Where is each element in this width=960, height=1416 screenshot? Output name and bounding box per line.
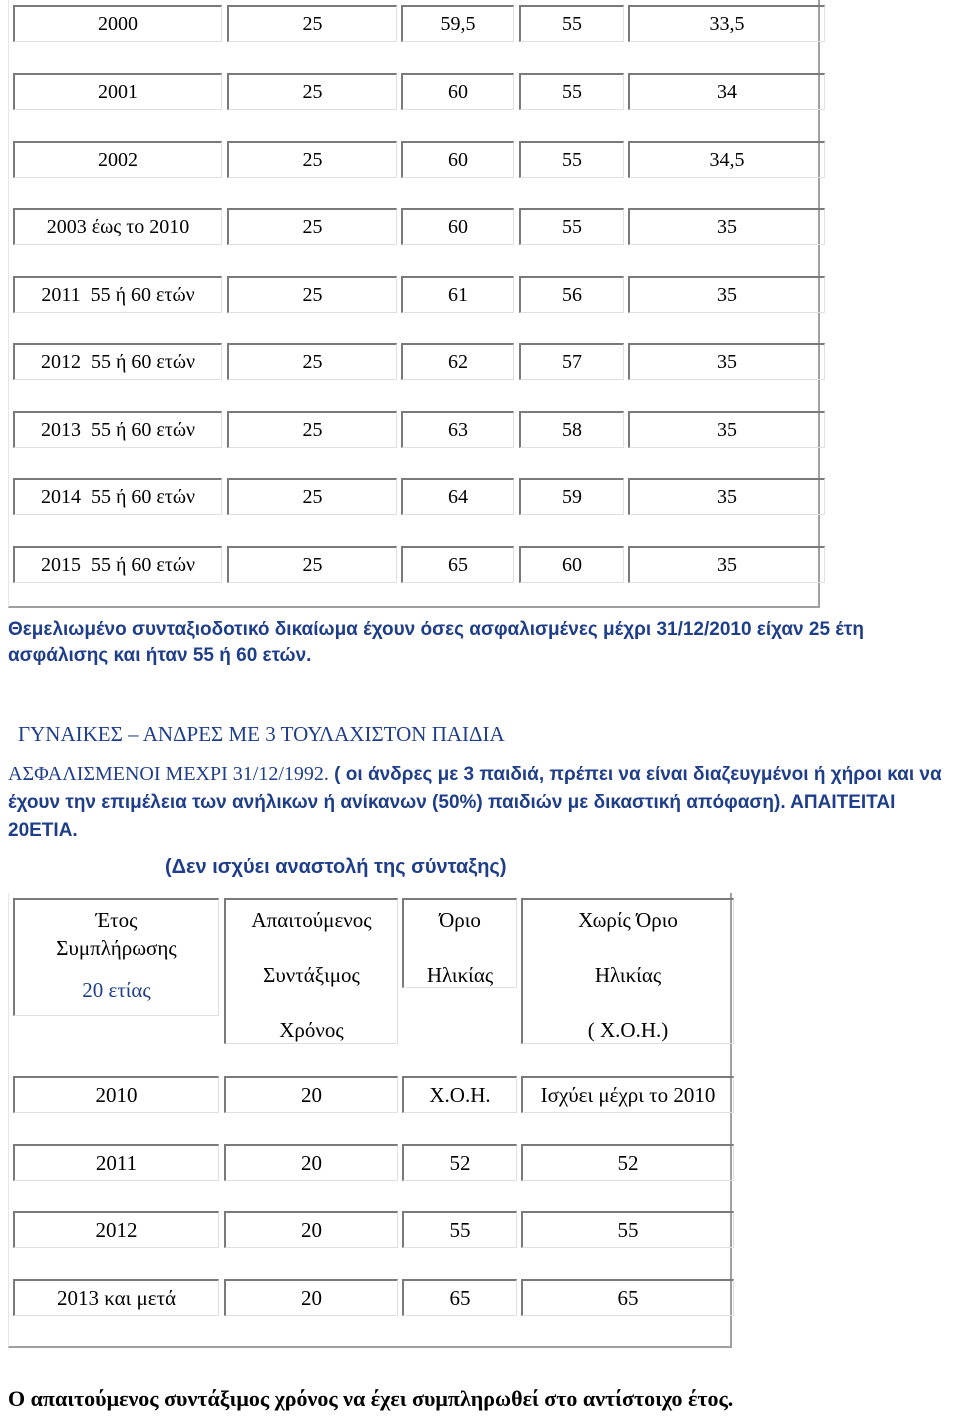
section-paragraph xyxy=(8,760,953,845)
table-cell: 2015 55 ή 60 ετών xyxy=(13,546,222,583)
footer-note: Ο απαιτούμενος συντάξιμος χρόνος να έχει συμπληρωθεί στο αντίστοιχο έτος. xyxy=(8,1386,734,1411)
header-text: Ηλικίας xyxy=(594,963,662,987)
header-text: Έτος xyxy=(95,908,138,932)
table-cell: 59,5 xyxy=(401,5,514,42)
table-row xyxy=(9,203,819,271)
header-text: Συμπλήρωσης xyxy=(56,936,177,960)
table-row xyxy=(9,1071,731,1139)
table-cell: 60 xyxy=(401,73,514,110)
table-cell: Ισχύει μέχρι το 2010 xyxy=(521,1076,734,1113)
table-cell: 2014 55 ή 60 ετών xyxy=(13,478,222,515)
table-cell: 65 xyxy=(521,1279,734,1316)
table-cell: 20 xyxy=(224,1279,398,1316)
table-cell: 59 xyxy=(519,478,624,515)
table-row xyxy=(9,271,819,339)
table-cell: 2012 55 ή 60 ετών xyxy=(13,343,222,380)
table-cell: 64 xyxy=(401,478,514,515)
table-cell: 20 xyxy=(224,1211,398,1248)
table-cell: 25 xyxy=(227,546,397,583)
table-cell: 60 xyxy=(519,546,624,583)
table-row xyxy=(9,1274,731,1342)
header-text: Απαιτούμενος xyxy=(251,908,372,932)
table-cell: 52 xyxy=(521,1144,734,1181)
table-cell: 33,5 xyxy=(628,5,825,42)
table-row xyxy=(9,473,819,541)
table-row xyxy=(9,136,819,204)
table-cell: 2003 έως το 2010 xyxy=(13,208,222,245)
table-cell: 55 xyxy=(519,5,624,42)
table-cell: 60 xyxy=(401,208,514,245)
retirement-table-women xyxy=(8,0,820,608)
table-cell: 20 xyxy=(224,1144,398,1181)
header-text: ( Χ.Ο.Η.) xyxy=(587,1018,669,1042)
table-cell: 25 xyxy=(227,276,397,313)
table-cell: 35 xyxy=(628,343,825,380)
table-cell: 2013 55 ή 60 ετών xyxy=(13,411,222,448)
table-cell: 35 xyxy=(628,208,825,245)
section-note: (Δεν ισχύει αναστολή της σύνταξης) xyxy=(165,856,507,878)
table-cell: 2010 xyxy=(13,1076,219,1113)
table-cell: 25 xyxy=(227,5,397,42)
section-title: ΓΥΝΑΙΚΕΣ – ΑΝΔΡΕΣ ΜΕ 3 ΤΟΥΛΑΧΙΣΤΟΝ ΠΑΙΔΙΑ xyxy=(18,722,505,746)
table-cell: 25 xyxy=(227,73,397,110)
table-cell: 2011 xyxy=(13,1144,219,1181)
table-cell: 34 xyxy=(628,73,825,110)
table-row xyxy=(9,406,819,474)
table-cell: 55 xyxy=(402,1211,517,1248)
table-cell: 20 xyxy=(224,1076,398,1113)
table-cell: 2013 και μετά xyxy=(13,1279,219,1316)
retirement-table-parents xyxy=(8,893,732,1348)
table-cell: 55 xyxy=(519,141,624,178)
table-cell: 55 xyxy=(519,208,624,245)
table-cell: Χ.Ο.Η. xyxy=(402,1076,517,1113)
header-text: 20 ετίας xyxy=(82,978,151,1002)
table-cell: 25 xyxy=(227,411,397,448)
table-row xyxy=(9,68,819,136)
table-cell: 34,5 xyxy=(628,141,825,178)
table-cell: 25 xyxy=(227,208,397,245)
table-cell: 35 xyxy=(628,478,825,515)
table-cell: 52 xyxy=(402,1144,517,1181)
header-text: Συντάξιμος xyxy=(263,963,360,987)
table-row xyxy=(9,338,819,406)
table-cell: 60 xyxy=(401,141,514,178)
header-cell-no-age-limit xyxy=(521,898,734,1044)
section-subtitle: ΑΣΦΑΛΙΣΜΕΝΟΙ ΜΕΧΡΙ 31/12/1992. xyxy=(8,763,329,785)
table-cell: 35 xyxy=(628,411,825,448)
table-cell: 25 xyxy=(227,141,397,178)
table-cell: 65 xyxy=(401,546,514,583)
table-cell: 58 xyxy=(519,411,624,448)
table-cell: 61 xyxy=(401,276,514,313)
table-cell: 25 xyxy=(227,343,397,380)
table-cell: 2002 xyxy=(13,141,222,178)
table-cell: 56 xyxy=(519,276,624,313)
table-row xyxy=(9,1206,731,1274)
header-text: Όριο xyxy=(439,908,481,932)
table-cell: 2012 xyxy=(13,1211,219,1248)
table-cell: 2000 xyxy=(13,5,222,42)
header-cell-age-limit xyxy=(402,898,517,988)
table-cell: 55 xyxy=(519,73,624,110)
table-cell: 2011 55 ή 60 ετών xyxy=(13,276,222,313)
table-row xyxy=(9,1139,731,1207)
table-cell: 25 xyxy=(227,478,397,515)
header-cell-required-time xyxy=(224,898,398,1044)
table-cell: 35 xyxy=(628,276,825,313)
section-body: ( οι άνδρες με 3 παιδιά, πρέπει να είναι διαζευγμένοι ή χήροι και να έχουν την επιμέλεια των ανήλικων ή ανίκανων (50%) παιδιών με δικαστική απόφαση). ΑΠΑΙΤΕΙΤΑΙ 20ΕΤΙΑ. xyxy=(8,764,942,841)
table-cell: 62 xyxy=(401,343,514,380)
header-text: Χρόνος xyxy=(279,1018,344,1042)
header-text: Χωρίς Όριο xyxy=(578,908,678,932)
table-cell: 2001 xyxy=(13,73,222,110)
table-cell: 35 xyxy=(628,546,825,583)
table-row xyxy=(9,0,819,68)
vested-rights-note: Θεμελιωμένο συνταξιοδοτικό δικαίωμα έχουν όσες ασφαλισμένες μέχρι 31/12/2010 είχαν 25 έτη ασφάλισης και ήταν 55 ή 60 ετών. xyxy=(8,619,864,666)
table-cell: 57 xyxy=(519,343,624,380)
table-row xyxy=(9,541,819,609)
table-cell: 65 xyxy=(402,1279,517,1316)
header-text: Ηλικίας xyxy=(426,963,494,987)
header-cell-completion-year xyxy=(13,898,219,1016)
table-cell: 63 xyxy=(401,411,514,448)
table-cell: 55 xyxy=(521,1211,734,1248)
